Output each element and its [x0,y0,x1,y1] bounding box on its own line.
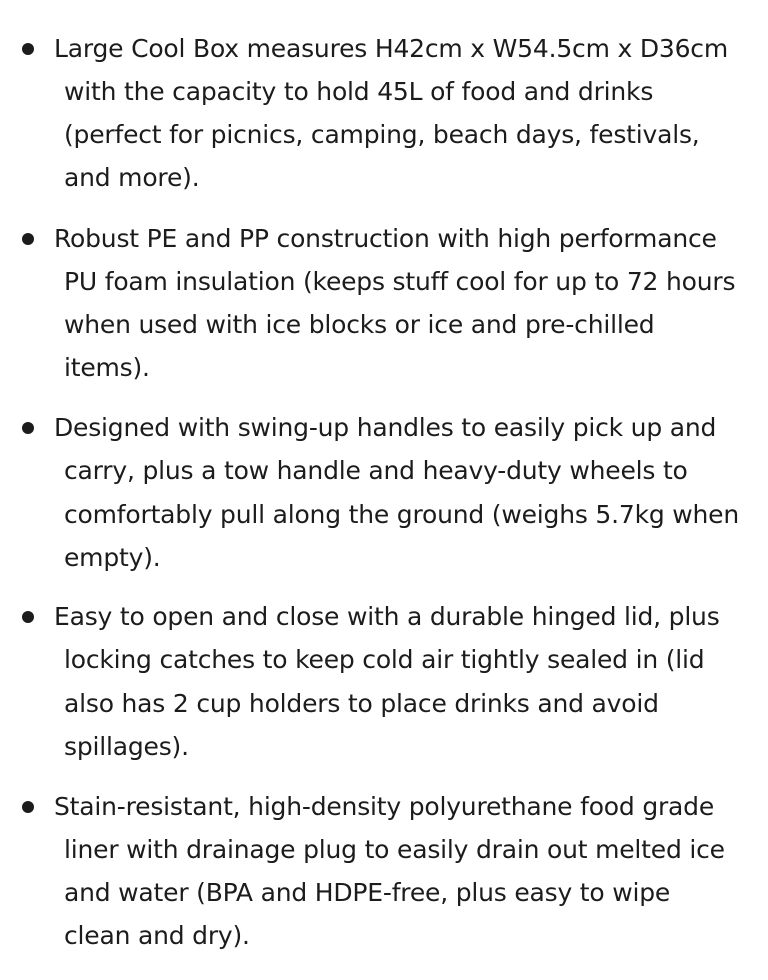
feature-line: when used with ice blocks or ice and pre-chilled [64,310,655,339]
feature-line: Stain-resistant, high-density polyurethane food grade [54,792,715,821]
feature-line: comfortably pull along the ground (weighs 5.7kg when [64,500,739,529]
feature-line: with the capacity to hold 45L of food and drinks [64,77,654,106]
feature-line: Designed with swing-up handles to easily pick up and [54,413,717,442]
bullet-icon [22,43,34,55]
feature-line: Easy to open and close with a durable hinged lid, plus [54,602,720,631]
feature-line: (perfect for picnics, camping, beach days, festivals, [64,120,700,149]
bullet-icon [22,233,34,245]
feature-line: Robust PE and PP construction with high performance [54,224,717,253]
feature-line: items). [64,353,150,382]
feature-line: locking catches to keep cold air tightly sealed in (lid [64,645,705,674]
feature-line: liner with drainage plug to easily drain out melted ice [64,835,725,864]
feature-line: empty). [64,543,161,572]
feature-line: PU foam insulation (keeps stuff cool for up to 72 hours [64,267,736,296]
bullet-icon [22,422,34,434]
feature-line: and water (BPA and HDPE-free, plus easy to wipe [64,878,671,907]
bullet-icon [22,801,34,813]
bullet-icon [22,611,34,623]
feature-line: carry, plus a tow handle and heavy-duty wheels to [64,456,688,485]
feature-line: and more). [64,163,200,192]
feature-line: also has 2 cup holders to place drinks and avoid [64,689,659,718]
feature-line: clean and dry). [64,921,250,950]
feature-line: spillages). [64,732,189,761]
feature-line: Large Cool Box measures H42cm x W54.5cm x D36cm [54,34,728,63]
